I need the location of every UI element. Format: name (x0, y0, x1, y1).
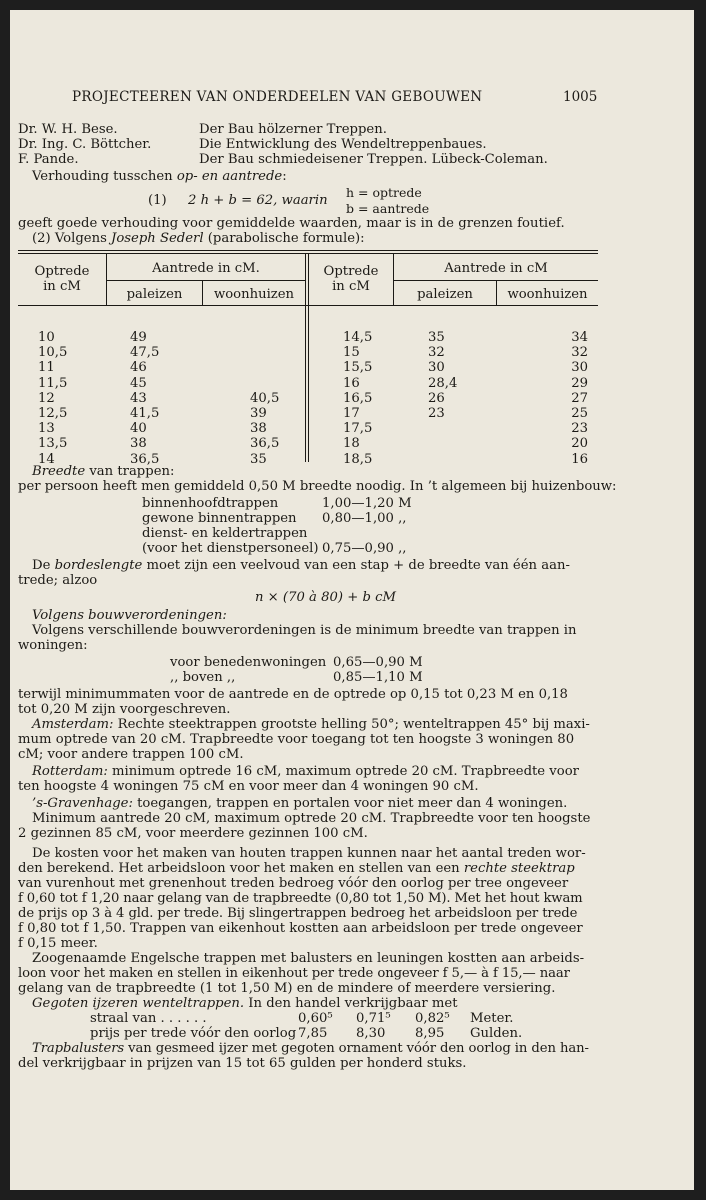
breedte-heading: Breedte van trappen: (32, 464, 175, 479)
table-cell-right-woonhuizen: 16 (571, 451, 588, 467)
col-head-woonhuizen-left: woonhuizen (213, 287, 295, 302)
table-cell-left-paleizen: 36,5 (130, 451, 160, 467)
formula-b-def: b = aantrede (346, 201, 430, 216)
balusters-line1: Trapbalusters van gesmeed ijzer met gegoten ornament vóór den oorlog in den han- (32, 1041, 589, 1056)
table-cell-left-optrede: 12 (38, 390, 55, 406)
table-cell-left-paleizen: 43 (130, 390, 147, 406)
gravenhage-line2: Minimum aantrede 20 cM, maximum optrede 20 cM. Trapbreedte voor ten hoogste (32, 811, 591, 826)
col-head-paleizen-right: paleizen (417, 287, 473, 302)
breedte-item-2-label: gewone binnentrappen (142, 511, 297, 526)
col-head-optrede-right: Optrede (323, 264, 379, 279)
breedte-item-4-value: 0,75—0,90 ,, (322, 541, 407, 556)
table-cell-left-woonhuizen: 36,5 (250, 436, 280, 452)
engelsch-line1: Zoogenaamde Engelsche trappen met balusters en leuningen kostten aan arbeids- (32, 951, 585, 966)
kosten-line7: f 0,15 meer. (18, 936, 98, 951)
table-cell-right-woonhuizen: 29 (571, 375, 588, 391)
col-head-incm-right: in cM (332, 279, 370, 294)
table-cell-right-optrede: 16 (343, 375, 360, 391)
formula-h-def: h = optrede (346, 185, 422, 200)
table-cell-right-woonhuizen: 25 (571, 406, 588, 421)
straal-value-2: 0,71⁵ (356, 1011, 391, 1026)
table-cell-left-paleizen: 41,5 (130, 406, 160, 421)
ref-title-3: Der Bau schmiedeisener Treppen. Lübeck-Coleman. (199, 152, 548, 167)
table-cell-left-paleizen: 46 (130, 360, 147, 376)
kosten-line3: van vurenhout met grenenhout treden bedroeg vóór den oorlog per tree ongeveer (18, 876, 569, 891)
ref-title-1: Der Bau hölzerner Treppen. (199, 122, 387, 137)
table-cell-left-woonhuizen: 38 (250, 421, 267, 437)
straal-unit: Meter. (470, 1011, 514, 1026)
verhouding-intro: Verhouding tusschen op- en aantrede: (32, 169, 287, 184)
col-head-paleizen-left: paleizen (126, 287, 183, 302)
kosten-line4: f 0,60 tot f 1,20 naar gelang van de trapbreedte (0,80 tot 1,50 M). Met het hout kwam (18, 891, 583, 906)
breedte-item-2-value: 0,80—1,00 ,, (322, 511, 407, 526)
table-cell-left-paleizen: 47,5 (130, 345, 160, 361)
formula-number: (1) (148, 193, 167, 208)
table-cell-left-paleizen: 38 (130, 436, 147, 452)
rotterdam-line2: ten hoogste 4 woningen 75 cM en voor meer dan 4 woningen 90 cM. (18, 779, 479, 794)
prijs-label: prijs per trede vóór den oorlog (90, 1026, 297, 1041)
table-top-rule-1 (18, 250, 598, 251)
table-cell-left-woonhuizen: 39 (250, 406, 267, 421)
table-cell-right-optrede: 15,5 (343, 360, 373, 376)
table-cell-left-optrede: 13 (38, 421, 55, 437)
breedte-item-3-label: dienst- en keldertrappen (142, 526, 308, 541)
table-cell-right-paleizen: 30 (428, 360, 445, 376)
engelsch-line2: loon voor het maken en stellen in eikenhout per trede ongeveer f 5,— à f 15,— naar (18, 966, 570, 981)
table-cell-left-woonhuizen: 35 (250, 451, 267, 467)
bouw-item-1-label: voor benedenwoningen (170, 655, 327, 670)
kosten-line5: de prijs op 3 à 4 gld. per trede. Bij slingertrappen bedroeg het arbeidsloon per trede (18, 906, 578, 921)
balusters-line2: del verkrijgbaar in prijzen van 15 tot 65 gulden per honderd stuks. (18, 1056, 467, 1071)
bouw-line3: terwijl minimummaten voor de aantrede en de optrede op 0,15 tot 0,23 M en 0,18 (18, 687, 568, 702)
table-cell-right-optrede: 16,5 (343, 390, 373, 406)
bordes-formula: n × (70 à 80) + b cM (255, 590, 396, 605)
amsterdam-line1: Amsterdam: Rechte steektrappen grootste helling 50°; wenteltrappen 45° bij maxi- (32, 717, 590, 732)
table-cell-right-woonhuizen: 23 (571, 421, 588, 437)
bouw-item-1-value: 0,65—0,90 M (333, 655, 423, 670)
table-cell-left-optrede: 13,5 (38, 436, 68, 452)
formula: 2 h + b = 62, waarin (188, 193, 328, 208)
col-head-aantrede-left: Aantrede in cM. (152, 261, 260, 276)
page-number: 1005 (563, 89, 598, 105)
amsterdam-line3: cM; voor andere trappen 100 cM. (18, 747, 244, 762)
col-head-woonhuizen-right: woonhuizen (507, 287, 588, 302)
straal-value-3: 0,82⁵ (415, 1011, 450, 1026)
table-cell-right-paleizen: 32 (428, 345, 445, 361)
bouw-line2: woningen: (18, 638, 88, 653)
table-cell-right-optrede: 17,5 (343, 421, 373, 437)
bouw-heading: Volgens bouwverordeningen: (32, 608, 227, 623)
table-cell-right-woonhuizen: 30 (571, 360, 588, 376)
bouw-item-2-label: ,, boven ,, (170, 670, 236, 685)
table-cell-right-woonhuizen: 32 (571, 345, 588, 361)
straal-value-1: 0,60⁵ (298, 1011, 333, 1026)
gravenhage-line3: 2 gezinnen 85 cM, voor meerdere gezinnen 100 cM. (18, 826, 368, 841)
table-cell-left-paleizen: 45 (130, 375, 147, 391)
gravenhage-line1: ’s-Gravenhage: toegangen, trappen en portalen voor niet meer dan 4 woningen. (32, 796, 568, 811)
table-cell-left-optrede: 12,5 (38, 406, 68, 421)
breedte-item-1-label: binnenhoofdtrappen (142, 496, 279, 511)
verhouding-line3: (2) Volgens Joseph Sederl (parabolische formule): (32, 231, 365, 246)
table-cell-right-optrede: 18,5 (343, 451, 373, 467)
rotterdam-line1: Rotterdam: minimum optrede 16 cM, maximum optrede 20 cM. Trapbreedte voor (32, 764, 579, 779)
table-vline-center-a (305, 254, 306, 462)
prijs-value-3: 8,95 (415, 1026, 445, 1041)
ref-author-2: Dr. Ing. C. Böttcher. (18, 137, 152, 152)
table-cell-left-optrede: 14 (38, 451, 55, 467)
prijs-value-2: 8,30 (356, 1026, 386, 1041)
kosten-line1: De kosten voor het maken van houten trappen kunnen naar het aantal treden wor- (32, 846, 586, 861)
ref-author-3: F. Pande. (18, 152, 79, 167)
table-cell-left-optrede: 10 (38, 330, 55, 345)
bouw-item-2-value: 0,85—1,10 M (333, 670, 423, 685)
bouw-line4: tot 0,20 M zijn voorgeschreven. (18, 702, 231, 717)
table-cell-left-paleizen: 49 (130, 330, 147, 345)
breedte-line1: per persoon heeft men gemiddeld 0,50 M breedte noodig. In ’t algemeen bij huizenbouw: (18, 479, 617, 494)
kosten-line6: f 0,80 tot f 1,50. Trappen van eikenhout kostten aan arbeidsloon per trede ongeveer (18, 921, 583, 936)
breedte-item-1-value: 1,00—1,20 M (322, 496, 412, 511)
bordes-line1: De bordeslengte moet zijn een veelvoud van een stap + de breedte van één aan- (32, 558, 570, 573)
ref-title-2: Die Entwicklung des Wendeltreppenbaues. (199, 137, 487, 152)
prijs-unit: Gulden. (470, 1026, 523, 1041)
table-sub-rule-left (107, 280, 305, 281)
table-cell-right-paleizen: 28,4 (428, 375, 458, 391)
running-title: PROJECTEEREN VAN ONDERDEELEN VAN GEBOUWEN (72, 89, 483, 105)
verhouding-line2: geeft goede verhouding voor gemiddelde waarden, maar is in de grenzen foutief. (18, 216, 565, 231)
col-head-incm-left: in cM (43, 279, 81, 294)
kosten-line2: den berekend. Het arbeidsloon voor het maken en stellen van een rechte steektrap (18, 861, 575, 876)
table-cell-left-woonhuizen: 40,5 (250, 390, 280, 406)
table-cell-right-paleizen: 35 (428, 330, 445, 345)
gegoten-line: Gegoten ijzeren wenteltrappen. In den handel verkrijgbaar met (32, 996, 458, 1011)
engelsch-line3: gelang van de trapbreedte (1 tot 1,50 M) en de mindere of meerdere versiering. (18, 981, 556, 996)
table-cell-right-woonhuizen: 34 (571, 330, 588, 345)
table-cell-right-optrede: 14,5 (343, 330, 373, 345)
prijs-value-1: 7,85 (298, 1026, 328, 1041)
ref-author-1: Dr. W. H. Bese. (18, 122, 118, 137)
table-cell-right-paleizen: 23 (428, 406, 445, 421)
amsterdam-line2: mum optrede van 20 cM. Trapbreedte voor toegang tot ten hoogste 3 woningen 80 (18, 732, 575, 747)
table-cell-left-optrede: 10,5 (38, 345, 68, 361)
col-head-aantrede-right: Aantrede in cM (444, 261, 548, 276)
bouw-line1: Volgens verschillende bouwverordeningen is de minimum breedte van trappen in (32, 623, 577, 638)
table-cell-right-optrede: 18 (343, 436, 360, 452)
bordes-line2: trede; alzoo (18, 573, 98, 588)
breedte-item-4-label: (voor het dienstpersoneel) (142, 541, 319, 556)
book-page (10, 10, 694, 1190)
straal-label: straal van . . . . . . (90, 1011, 207, 1026)
table-cell-right-woonhuizen: 20 (571, 436, 588, 452)
table-cell-left-optrede: 11,5 (38, 375, 68, 391)
table-cell-right-woonhuizen: 27 (571, 390, 588, 406)
col-head-optrede-left: Optrede (34, 264, 90, 279)
table-cell-right-optrede: 15 (343, 345, 360, 361)
table-cell-right-paleizen: 26 (428, 390, 445, 406)
table-cell-left-optrede: 11 (38, 360, 55, 376)
table-cell-left-paleizen: 40 (130, 421, 147, 437)
table-cell-right-optrede: 17 (343, 406, 360, 421)
